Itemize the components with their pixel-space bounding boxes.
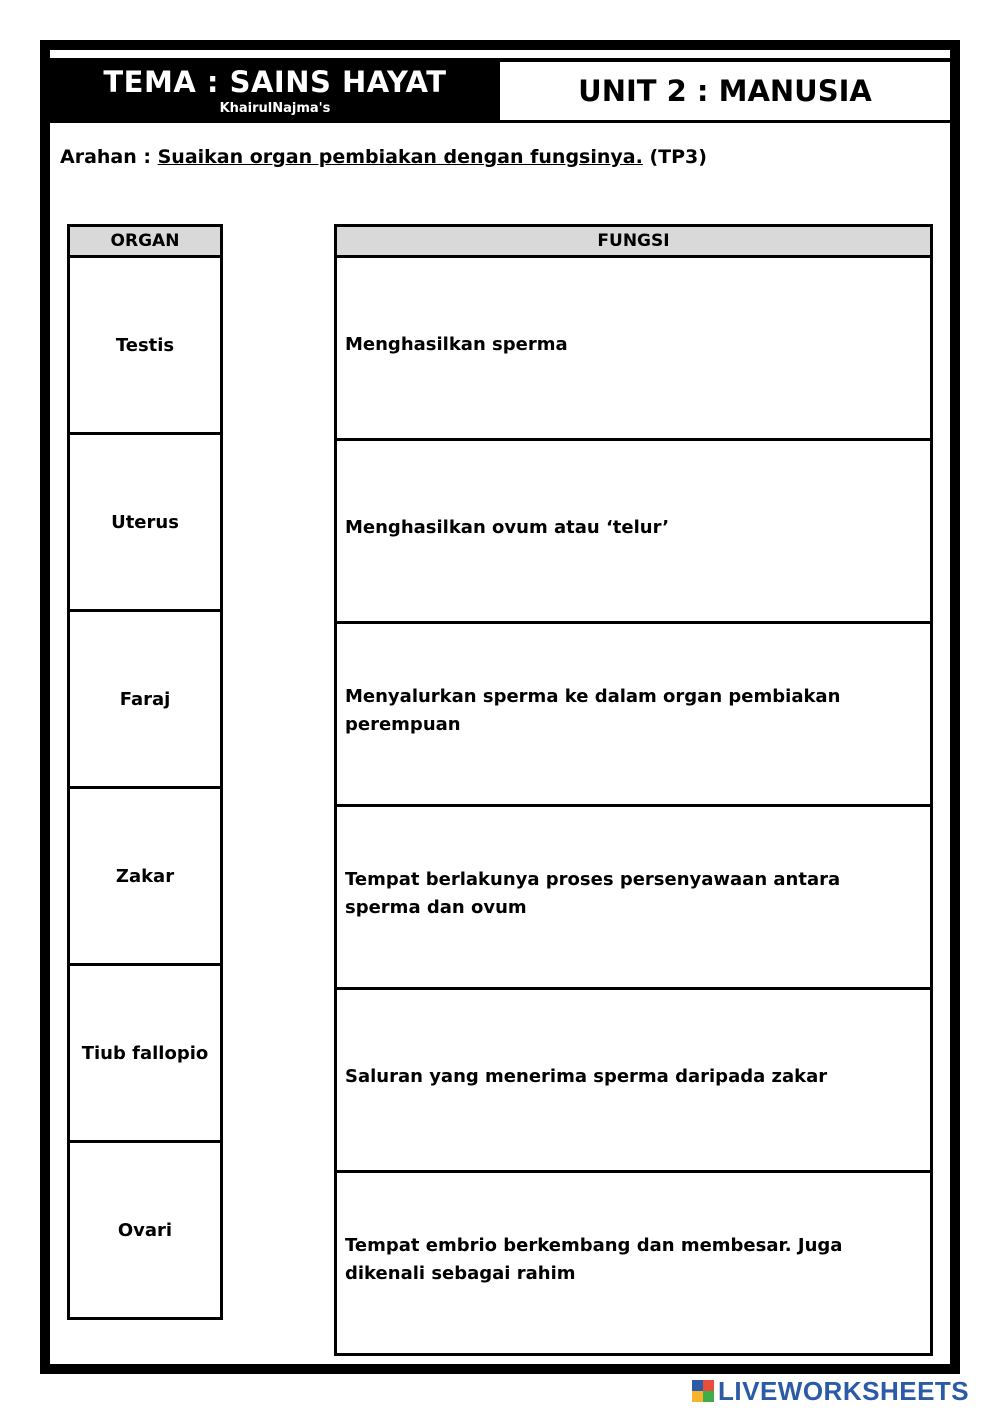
- header-divider: [50, 120, 950, 123]
- fungsi-header: FUNGSI: [336, 226, 932, 257]
- fungsi-item[interactable]: Menghasilkan ovum atau ‘telur’: [336, 440, 932, 623]
- fungsi-table: [334, 224, 933, 1356]
- instruction-text: Suaikan organ pembiakan dengan fungsinya.: [157, 146, 643, 168]
- top-border-line: [50, 50, 950, 62]
- instruction-label: Arahan :: [60, 146, 151, 168]
- organ-table: [67, 224, 223, 1320]
- liveworksheets-text: LIVEWORKSHEETS: [718, 1375, 970, 1406]
- fungsi-item[interactable]: Menghasilkan sperma: [336, 257, 932, 440]
- fungsi-item[interactable]: Menyalurkan sperma ke dalam organ pembiakan perempuan: [336, 623, 932, 806]
- unit-header: [502, 64, 948, 120]
- logo-square-green: [703, 1391, 714, 1402]
- logo-square-blue: [692, 1380, 703, 1391]
- logo-square-yellow: [692, 1391, 703, 1402]
- instruction-level: (TP3): [649, 146, 707, 168]
- theme-title: TEMA : SAINS HAYAT: [103, 65, 447, 99]
- logo-square-red: [703, 1380, 714, 1391]
- organ-item[interactable]: Ovari: [69, 1142, 222, 1319]
- organ-item[interactable]: Faraj: [69, 611, 222, 788]
- fungsi-item[interactable]: Saluran yang menerima sperma daripada zakar: [336, 989, 932, 1172]
- organ-item[interactable]: Tiub fallopio: [69, 965, 222, 1142]
- organ-item[interactable]: Zakar: [69, 788, 222, 965]
- organ-item[interactable]: Uterus: [69, 434, 222, 611]
- organ-header: ORGAN: [69, 226, 222, 257]
- unit-title: UNIT 2 : MANUSIA: [578, 74, 872, 108]
- liveworksheets-watermark: [692, 1374, 969, 1408]
- instruction: [60, 146, 707, 168]
- theme-header: [50, 62, 500, 122]
- author-credit: KhairulNajma's: [219, 101, 331, 116]
- organ-item[interactable]: Testis: [69, 257, 222, 434]
- fungsi-item[interactable]: Tempat berlakunya proses persenyawaan antara sperma dan ovum: [336, 806, 932, 989]
- liveworksheets-logo-icon: [692, 1380, 714, 1402]
- fungsi-item[interactable]: Tempat embrio berkembang dan membesar. Juga dikenali sebagai rahim: [336, 1172, 932, 1355]
